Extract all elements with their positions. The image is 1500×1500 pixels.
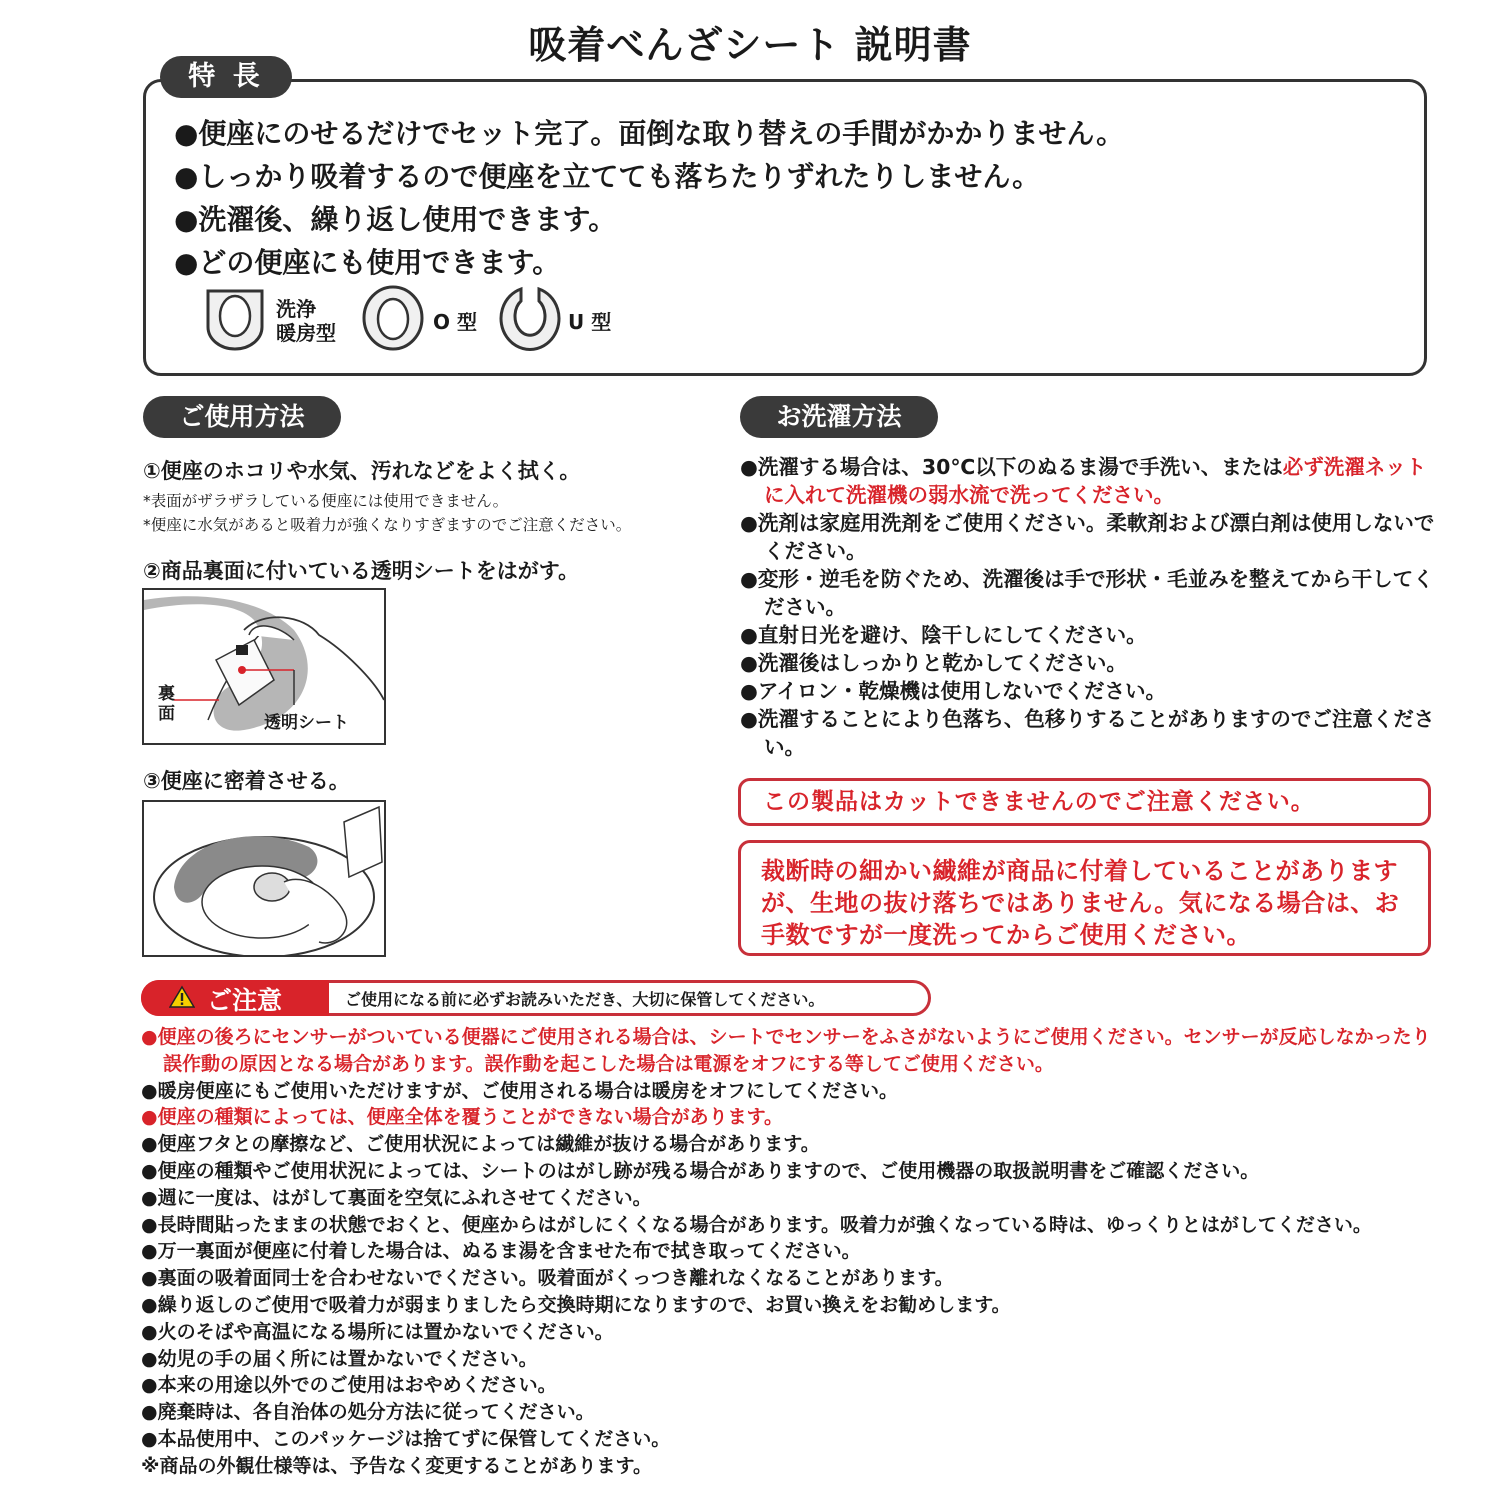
washing-item: ●アイロン・乾燥機は使用しないでください。 <box>740 679 1167 703</box>
attach-seat-illustration <box>142 800 386 957</box>
u-type-seat-icon <box>495 283 565 353</box>
washing-item: ●洗濯することにより色落ち、色移りすることがありますのでご注意ください。 <box>740 707 1435 759</box>
o-type-seat-icon <box>358 283 428 353</box>
washing-item: ●変形・逆毛を防ぐため、洗濯後は手で形状・毛並みを整えてから干してください。 <box>740 567 1434 619</box>
feature-item: ●しっかり吸着するので便座を立てても落ちたりずれたりしません。 <box>174 160 1041 193</box>
caution-item: ●裏面の吸着面同士を合わせないでください。吸着面がくっつき離れなくなることがあります。 <box>141 1267 954 1290</box>
washing-item-1 <box>740 453 1440 509</box>
feature-item: ●どの便座にも使用できます。 <box>174 246 561 279</box>
clear-sheet-label: 透明シート <box>264 713 349 733</box>
caution-item: ●万一裏面が便座に付着した場合は、ぬるま湯を含ませた布で拭き取ってください。 <box>141 1240 861 1263</box>
page-title: 吸着べんざシート 説明書 <box>528 23 972 67</box>
caution-item: ●本来の用途以外でのご使用はおやめください。 <box>141 1374 557 1397</box>
features-heading: 特 長 <box>160 56 292 98</box>
washing-item-1-text: ●洗濯する場合は、30℃以下のぬるま湯で手洗い、または <box>740 455 1283 479</box>
washing-item: ●洗剤は家庭用洗剤をご使用ください。柔軟剤および漂白剤は使用しないでください。 <box>740 511 1435 563</box>
caution-heading: ご注意 <box>207 986 283 1015</box>
caution-item: ●便座の種類やご使用状況によっては、シートのはがし跡が残る場合がありますので、ご使用機器の取扱説明書をご確認ください。 <box>141 1159 1260 1182</box>
cut-notice: この製品はカットできませんのでご注意ください。 <box>738 778 1431 826</box>
peel-sheet-illustration <box>142 588 386 745</box>
caution-item-coverage: ●便座の種類によっては、便座全体を覆うことができない場合があります。 <box>141 1106 784 1129</box>
back-label-2: 面 <box>158 704 175 724</box>
caution-item: ●暖房便座にもご使用いただけますが、ご使用される場合は暖房をオフにしてください。 <box>141 1079 899 1102</box>
caution-item: ●廃棄時は、各自治体の処分方法に従ってください。 <box>141 1401 595 1424</box>
usage-step-2: ②商品裏面に付いている透明シートをはがす。 <box>143 559 580 583</box>
caution-subtitle: ご使用になる前に必ずお読みいただき、大切に保管してください。 <box>345 990 825 1009</box>
washing-item: ●洗濯後はしっかりと乾かしてください。 <box>740 651 1127 675</box>
caution-item: ●週に一度は、はがして裏面を空気にふれさせてください。 <box>141 1186 652 1209</box>
caution-item: ●繰り返しのご使用で吸着力が弱まりましたら交換時期になりますので、お買い換えをお勧めします。 <box>141 1293 1011 1316</box>
warning-icon <box>169 985 195 1009</box>
feature-item: ●便座にのせるだけでセット完了。面倒な取り替えの手間がかかりません。 <box>174 117 1125 150</box>
washlet-label-1: 洗浄 <box>276 297 316 321</box>
usage-step-3: ③便座に密着させる。 <box>143 769 350 793</box>
caution-heading-block <box>141 980 329 1016</box>
caution-item: ●幼児の手の届く所には置かないでください。 <box>141 1347 538 1370</box>
usage-note-1: *表面がザラザラしている便座には使用できません。 <box>143 492 509 510</box>
fiber-notice: 裁断時の細かい繊維が商品に付着していることがありますが、生地の抜け落ちではありません。気になる場合は、お手数ですが一度洗ってからご使用ください。 <box>738 840 1431 956</box>
washlet-label-2: 暖房型 <box>276 321 336 345</box>
caution-item: ●本品使用中、このパッケージは捨てずに保管してください。 <box>141 1427 671 1450</box>
usage-heading: ご使用方法 <box>143 396 341 438</box>
washing-list <box>740 453 1440 761</box>
feature-item: ●洗濯後、繰り返し使用できます。 <box>174 203 617 236</box>
usage-step-1: ①便座のホコリや水気、汚れなどをよく拭く。 <box>143 459 581 483</box>
u-type-label: U 型 <box>568 310 612 334</box>
caution-item-sensor: ●便座の後ろにセンサーがついている便器にご使用される場合は、シートでセンサーをふさがないようにご使用ください。センサーが反応しなかったり誤作動の原因となる場合があります。誤作動を起こした場合は電源をオフにする等してご使用ください。 <box>141 1026 1431 1075</box>
back-label-1: 裏 <box>158 684 175 704</box>
washing-item-1-warning: 必ず洗濯ネットに入れて洗濯機の弱水流で洗ってください。 <box>764 455 1427 507</box>
o-type-label: O 型 <box>433 310 477 334</box>
usage-note-2: *便座に水気があると吸着力が強くなりすぎますのでご注意ください。 <box>143 516 632 534</box>
caution-list <box>141 1024 1441 1480</box>
caution-item: ●火のそばや高温になる場所には置かないでください。 <box>141 1320 614 1343</box>
caution-footnote: ※商品の外観仕様等は、予告なく変更することがあります。 <box>141 1454 652 1477</box>
caution-item: ●便座フタとの摩擦など、ご使用状況によっては繊維が抜ける場合があります。 <box>141 1133 820 1156</box>
washing-heading: お洗濯方法 <box>740 396 938 438</box>
caution-item: ●長時間貼ったままの状態でおくと、便座からはがしにくくなる場合があります。吸着力が強くなっている時は、ゆっくりとはがしてください。 <box>141 1213 1372 1236</box>
washing-item: ●直射日光を避け、陰干しにしてください。 <box>740 623 1147 647</box>
washlet-seat-icon <box>200 283 270 353</box>
